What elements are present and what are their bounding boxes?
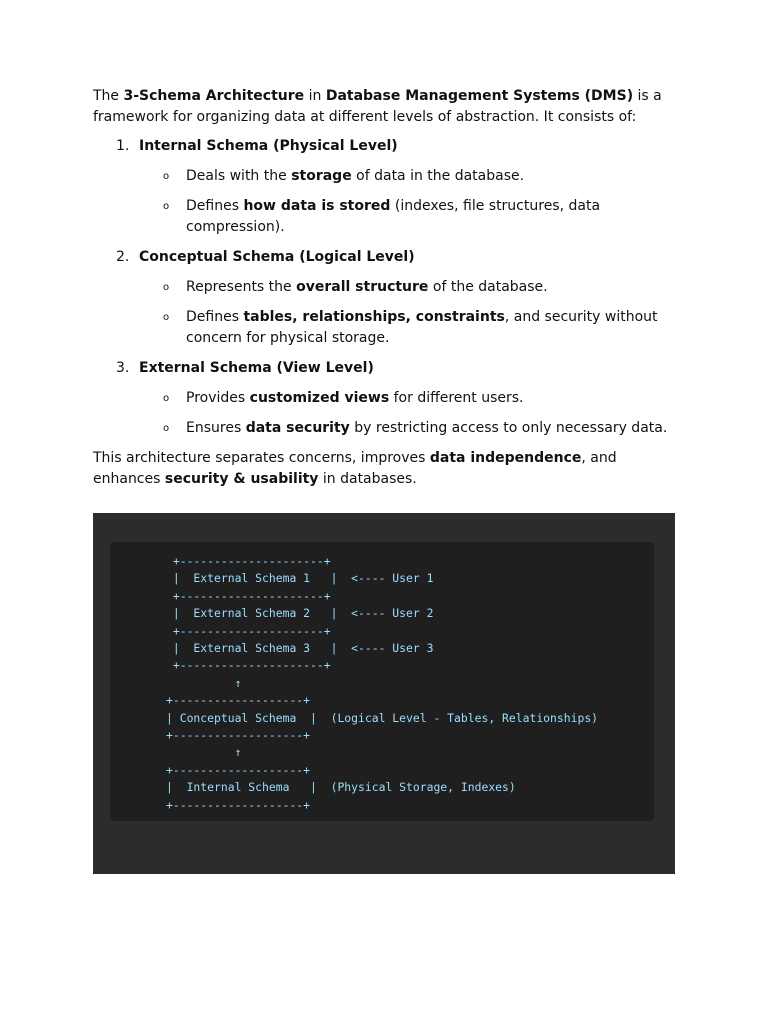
bullet-icon: o [163, 423, 170, 434]
bullet-text: Ensures [186, 420, 246, 436]
bullet-text: , and security without concern for physical storage. [186, 309, 658, 346]
intro-bold: 3-Schema Architecture [123, 88, 305, 104]
section-number: 2. [116, 249, 130, 265]
bullet-icon: o [163, 171, 170, 182]
section-number: 3. [116, 360, 130, 376]
list-item [139, 307, 678, 349]
outro-text: in databases. [318, 471, 417, 487]
code-line: +-------------------+ [166, 728, 311, 743]
bullet-list [139, 277, 678, 349]
bullet-text: Represents the [186, 279, 297, 295]
list-item [139, 418, 678, 439]
bullet-text: for different users. [389, 390, 524, 406]
intro-paragraph [93, 86, 678, 128]
code-line: | Internal Schema | (Physical Storage, Indexes) [166, 780, 516, 795]
bullet-icon: o [163, 312, 170, 323]
up-arrow-icon: ↑ [166, 675, 242, 690]
code-line: +-------------------+ [166, 762, 311, 777]
code-line: | External Schema 1 | <---- User 1 [166, 571, 434, 586]
bullet-list [139, 388, 678, 439]
section-title: External Schema (View Level) [139, 360, 374, 376]
code-line: +---------------------+ [166, 554, 331, 568]
intro-text: The [93, 88, 124, 104]
intro-text: in [304, 88, 326, 104]
code-line: | External Schema 2 | <---- User 2 [166, 606, 434, 621]
code-line: +---------------------+ [166, 658, 331, 673]
bullet-list [139, 166, 678, 238]
bullet-icon: o [163, 282, 170, 293]
list-item [139, 388, 678, 409]
ascii-diagram [166, 553, 598, 814]
up-arrow-icon: ↑ [166, 745, 242, 760]
list-item [139, 166, 678, 187]
intro-text: is a framework for organizing data at different levels of abstraction. It consists of: [93, 88, 662, 125]
schema-section-external [93, 358, 678, 439]
code-line: +-------------------+ [166, 797, 311, 812]
bullet-text: Deals with the [186, 168, 292, 184]
code-line: +---------------------+ [166, 623, 331, 638]
bullet-bold: how data is stored [243, 198, 391, 214]
bullet-bold: data security [245, 420, 350, 436]
schema-section-conceptual [93, 247, 678, 349]
code-line: | External Schema 3 | <---- User 3 [166, 641, 434, 656]
section-number: 1. [116, 138, 130, 154]
outro-text: This architecture separates concerns, improves [93, 450, 430, 466]
bullet-icon: o [163, 201, 170, 212]
code-line: +---------------------+ [166, 588, 331, 603]
section-title: Conceptual Schema (Logical Level) [139, 249, 415, 265]
schema-list [93, 136, 678, 439]
bullet-bold: customized views [249, 390, 390, 406]
bullet-text: of the database. [428, 279, 548, 295]
code-line: | Conceptual Schema | (Logical Level - Tables, Relationships) [166, 710, 599, 725]
bullet-bold: storage [291, 168, 352, 184]
bullet-text: Defines [186, 198, 244, 214]
bullet-bold: overall structure [296, 279, 429, 295]
list-item [139, 196, 678, 238]
bullet-text: Defines [186, 309, 244, 325]
list-item [139, 277, 678, 298]
bullet-text: of data in the database. [351, 168, 525, 184]
code-line: +-------------------+ [166, 693, 311, 708]
code-block [110, 542, 654, 821]
bullet-text: by restricting access to only necessary data. [349, 420, 668, 436]
bullet-text: (indexes, file structures, data compression). [186, 198, 601, 235]
bullet-bold: tables, relationships, constraints [243, 309, 505, 325]
outro-text: , and enhances [93, 450, 617, 487]
bullet-text: Provides [186, 390, 250, 406]
outro-bold: security & usability [164, 471, 319, 487]
outro-bold: data independence [429, 450, 582, 466]
document-body [93, 86, 678, 490]
bullet-icon: o [163, 393, 170, 404]
intro-bold: Database Management Systems (DMS) [325, 88, 634, 104]
section-title: Internal Schema (Physical Level) [139, 138, 398, 154]
schema-section-internal [93, 136, 678, 238]
outro-paragraph [93, 448, 678, 490]
architecture-figure [93, 513, 675, 874]
